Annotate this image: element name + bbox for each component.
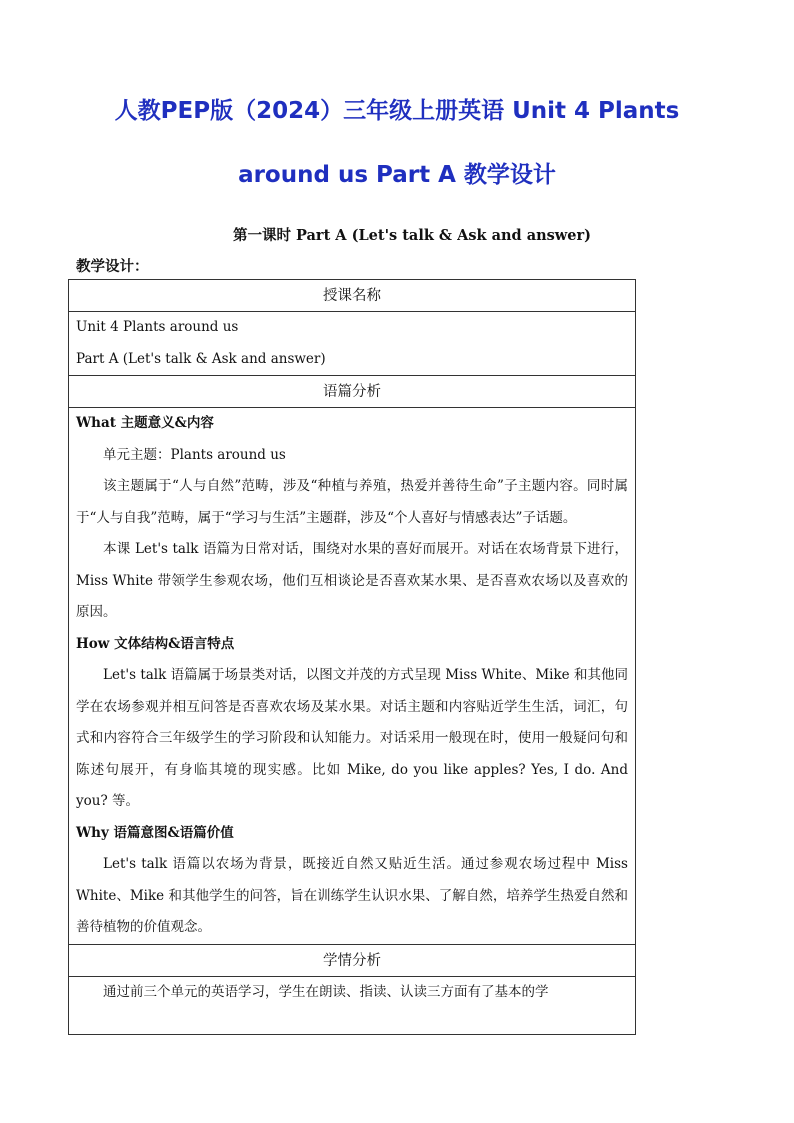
lesson-design-table <box>68 279 636 1035</box>
course-line-2: Part A (Let's talk & Ask and answer) <box>76 350 326 367</box>
document-title-line-1: 人教PEP版（2024）三年级上册英语 Unit 4 Plants <box>114 98 680 124</box>
why-heading: Why 语篇意图&语篇价值 <box>76 824 234 841</box>
learner-paragraph: 通过前三个单元的英语学习，学生在朗读、指读、认读三方面有了基本的学 <box>103 983 549 1000</box>
why-paragraph: Let's talk 语篇以农场为背景，既接近自然又贴近生活。通过参观农场过程中 Miss White、Mike 和其他学生的问答，旨在训练学生认识水果、了解自然，培养学生热爱自然和善待植物的价值观念。 <box>76 856 628 935</box>
course-name-cell <box>69 312 635 376</box>
what-paragraph-2: 本课 Let's talk 语篇为日常对话，围绕对水果的喜好而展开。对话在农场背景下进行，Miss White 带领学生参观农场，他们互相谈论是否喜欢某水果、是否喜欢农场以及喜欢的原因。 <box>76 541 628 620</box>
what-paragraph-1: 该主题属于“人与自然”范畴，涉及“种植与养殖，热爱并善待生命”子主题内容。同时属于“人与自我”范畴，属于“学习与生活”主题群，涉及“个人喜好与情感表达”子话题。 <box>76 478 628 526</box>
learner-analysis-cell <box>69 977 635 1009</box>
header-course-name: 授课名称 <box>69 280 635 312</box>
header-text-analysis: 语篇分析 <box>69 376 635 408</box>
how-paragraph: Let's talk 语篇属于场景类对话，以图文并茂的方式呈现 Miss White、Mike 和其他同学在农场参观并相互问答是否喜欢农场及某水果。对话主题和内容贴近学生生活，词汇，句式和内容符合三年级学生的学习阶段和认知能力。对话采用一般现在时，使用一般疑问句和陈述句展开，有身临其境的现实感。比如 Mike, do you like apples? Yes, I do. And you? 等。 <box>76 667 628 809</box>
lesson-subtitle: 第一课时 Part A (Let's talk & Ask and answer) <box>232 227 592 244</box>
section-label: 教学设计： <box>76 258 149 275</box>
course-line-1: Unit 4 Plants around us <box>76 319 239 335</box>
document-title-line-2: around us Part A 教学设计 <box>238 162 556 188</box>
text-analysis-cell <box>69 408 635 945</box>
how-heading: How 文体结构&语言特点 <box>76 635 235 652</box>
unit-theme: 单元主题：Plants around us <box>103 446 286 463</box>
what-heading: What 主题意义&内容 <box>76 415 214 431</box>
header-learner-analysis: 学情分析 <box>69 945 635 977</box>
